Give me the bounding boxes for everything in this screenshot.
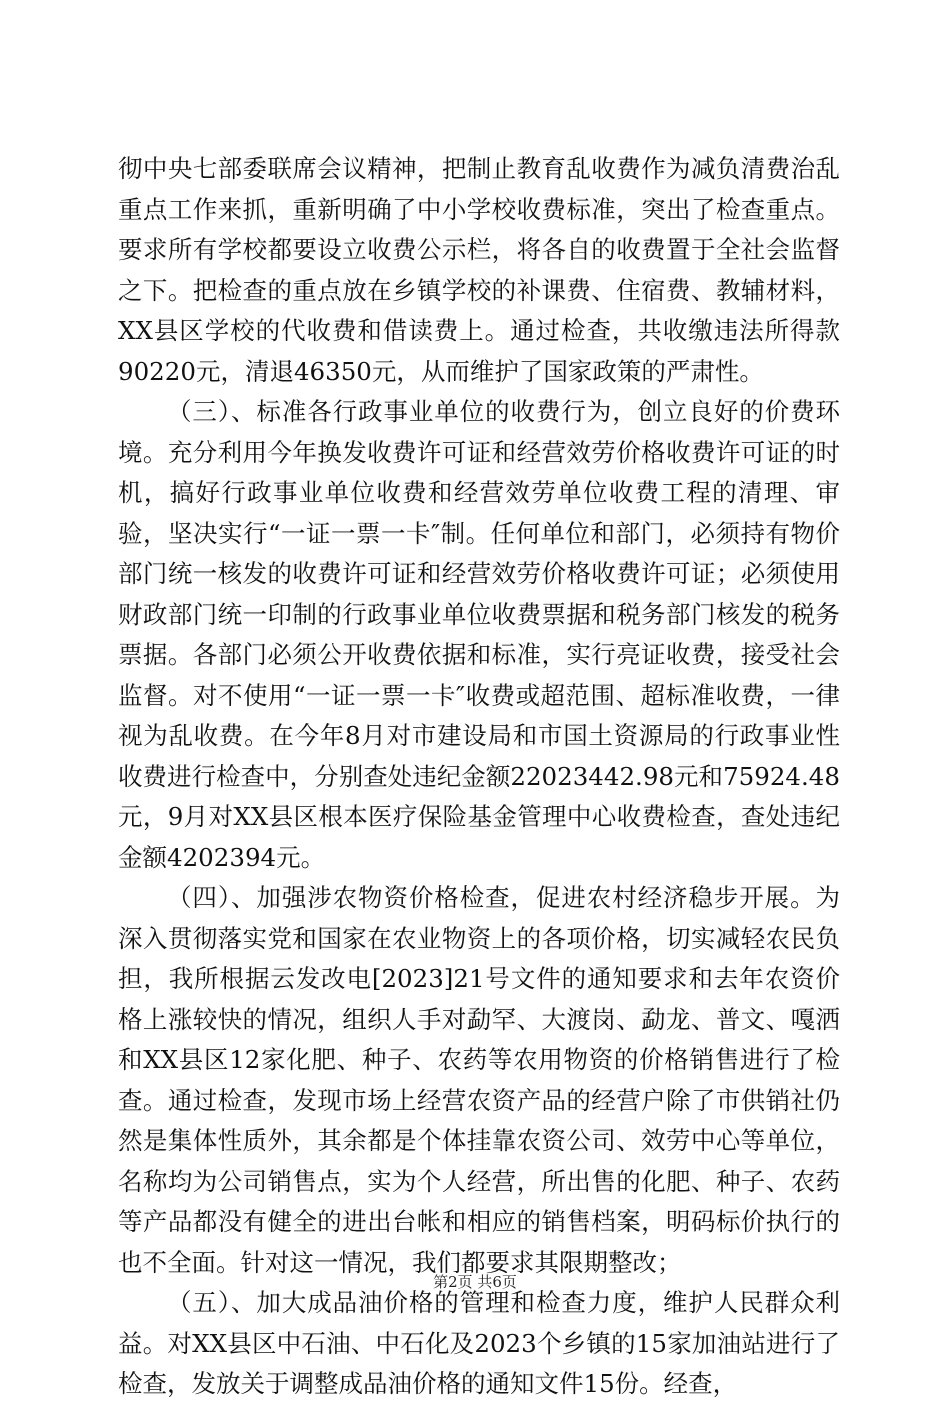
document-body (118, 149, 840, 1405)
paragraph-4: （五）、加大成品油价格的管理和检查力度，维护人民群众利益。对XX县区中石油、中石化及2023个乡镇的15家加油站进行了检查，发放关于调整成品油价格的通知文件15份。经查， (118, 1288, 840, 1398)
paragraph-2: （三）、标准各行政事业单位的收费行为，创立良好的价费环境。充分利用今年换发收费许可证和经营效劳价格收费许可证的时机，搞好行政事业单位收费和经营效劳单位收费工程的清理、审验，坚决实行“一证一票一卡″制。任何单位和部门，必须持有物价部门统一核发的收费许可证和经营效劳价格收费许可证；必须使用财政部门统一印制的行政事业单位收费票据和税务部门核发的税务票据。各部门必须公开收费依据和标准，实行亮证收费，接受社会监督。对不使用“一证一票一卡″收费或超范围、超标准收费，一律视为乱收费。在今年8月对市建设局和市国土资源局的行政事业性收费进行检查中，分别查处违纪金额22023442.98元和75924.48元，9月对XX县区根本医疗保险基金管理中心收费检查，查处违纪金额4202394元。 (118, 397, 840, 872)
page-footer (0, 1272, 950, 1292)
page-number: 第2页 共6页 (433, 1273, 517, 1291)
paragraph-1: 彻中央七部委联席会议精神，把制止教育乱收费作为减负清费治乱重点工作来抓，重新明确了中小学校收费标准，突出了检查重点。要求所有学校都要设立收费公示栏，将各自的收费置于全社会监督之下。把检查的重点放在乡镇学校的补课费、住宿费、教辅材料，XX县区学校的代收费和借读费上。通过检查，共收缴违法所得款90220元，清退46350元，从而维护了国家政策的严肃性。 (118, 154, 840, 386)
paragraph-3: （四）、加强涉农物资价格检查，促进农村经济稳步开展。为深入贯彻落实党和国家在农业物资上的各项价格，切实减轻农民负担，我所根据云发改电[2023]21号文件的通知要求和去年农资价格上涨较快的情况，组织人手对勐罕、大渡岗、勐龙、普文、嘎洒和XX县区12家化肥、种子、农药等农用物资的价格销售进行了检查。通过检查，发现市场上经营农资产品的经营户除了市供销社仍然是集体性质外，其余都是个体挂靠农资公司、效劳中心等单位，名称均为公司销售点，实为个人经营，所出售的化肥、种子、农药等产品都没有健全的进出台帐和相应的销售档案，明码标价执行的也不全面。针对这一情况，我们都要求其限期整改； (118, 883, 840, 1277)
